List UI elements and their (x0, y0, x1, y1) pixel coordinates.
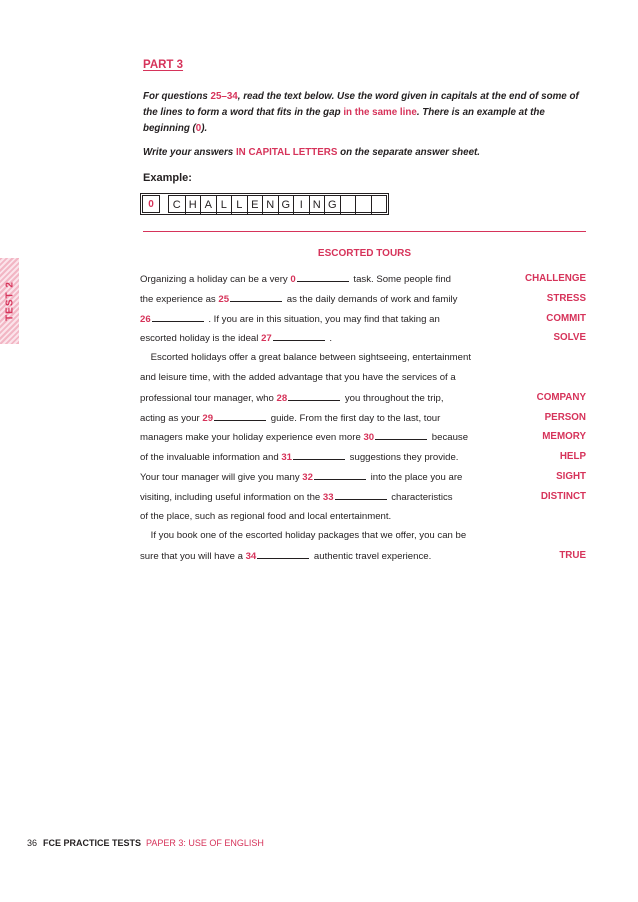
example-letter-cell: G (324, 196, 340, 214)
stem-word: HELP (559, 451, 586, 463)
passage-line (140, 312, 440, 326)
example-letter-cell: L (216, 196, 232, 214)
gap-number: 30 (363, 432, 375, 444)
stem-word: SIGHT (556, 471, 586, 482)
example-letter-cell: I (293, 196, 309, 214)
question-range: 25–34 (210, 91, 238, 102)
line-text: . (326, 333, 333, 345)
gap-number: 32 (302, 472, 313, 483)
line-text: Escorted holidays offer a great balance between sightseeing, entertainment (140, 352, 472, 364)
line-text: professional tour manager, who (140, 392, 277, 404)
page-footer (27, 838, 264, 848)
passage-line (140, 430, 468, 444)
example-letter-cell (340, 196, 356, 214)
example-letter-cell: L (231, 196, 247, 214)
passage-line (140, 351, 471, 365)
line-text: suggestions they provide. (347, 452, 459, 464)
test-side-tab: TEST 2 (0, 258, 19, 344)
instructions-paragraph: For questions 25–34, read the text below. Use the word given in capitals at the end of some of the lines to form a word that fits in the gap in the same line. There is an example at the beginning (0). (143, 91, 579, 134)
passage-line (140, 470, 462, 484)
line-text: managers make your holiday experience even more (140, 432, 364, 444)
passage-title: ESCORTED TOURS (317, 248, 412, 259)
stem-word: COMPANY (536, 391, 586, 403)
passage-line (140, 272, 451, 286)
stem-word: COMMIT (546, 312, 586, 324)
gap-number: 0 (290, 274, 296, 285)
line-text: and leisure time, with the added advantage that you have the services of a (140, 372, 456, 383)
passage-line (140, 371, 456, 385)
line-text: . If you are in this situation, you may find that taking an (205, 313, 440, 325)
gap-blank (314, 470, 366, 480)
line-text: sure that you will have a (140, 551, 246, 563)
gap-number: 31 (281, 452, 293, 464)
line-text: escorted holiday is the ideal (140, 333, 262, 345)
gap-blank (230, 292, 282, 302)
stem-word: PERSON (544, 411, 586, 423)
line-text: of the invaluable information and (140, 452, 282, 464)
line-text: you throughout the trip, (342, 392, 444, 404)
line-text: characteristics (388, 491, 453, 503)
gap-number: 29 (202, 412, 214, 424)
gap-number: 33 (322, 491, 334, 503)
capital-letters-highlight: IN CAPITAL LETTERS (235, 147, 338, 158)
line-text: of the place, such as regional food and local entertainment. (140, 510, 392, 522)
book-title: FCE PRACTICE TESTS (43, 838, 142, 848)
example-letter-cell: A (200, 196, 216, 214)
stem-word: SOLVE (553, 332, 586, 344)
line-text: acting as your (140, 412, 203, 424)
divider (143, 231, 586, 232)
passage-line (140, 490, 453, 504)
gap-blank (214, 411, 266, 421)
stem-word: CHALLENGE (525, 273, 586, 284)
section-title: PAPER 3: USE OF ENGLISH (146, 838, 264, 848)
line-text: Organizing a holiday can be a very (140, 274, 291, 285)
line-text: the experience as (140, 293, 219, 305)
answer-instructions: Write your answers IN CAPITAL LETTERS on the separate answer sheet. (143, 147, 481, 158)
gap-blank (335, 490, 387, 500)
part-title: PART 3 (143, 59, 184, 71)
gap-blank (297, 272, 349, 282)
example-letter-cell (371, 196, 387, 214)
stem-word: STRESS (546, 292, 586, 304)
example-answer-box (140, 193, 389, 215)
passage-line (140, 510, 391, 524)
gap-number: 28 (276, 392, 288, 404)
page-number: 36 (27, 838, 38, 848)
gap-number: 34 (245, 551, 257, 563)
line-text: authentic travel experience. (311, 551, 432, 563)
example-letter-cell: N (309, 196, 325, 214)
gap-blank (152, 312, 204, 322)
gap-blank (257, 549, 309, 559)
gap-blank (293, 450, 345, 460)
example-letter-cell: H (185, 196, 201, 214)
example-letter-cells (168, 195, 387, 213)
passage-line (140, 549, 431, 563)
passage-line (140, 411, 440, 425)
gap-number: 25 (218, 293, 230, 305)
stem-word: DISTINCT (540, 490, 586, 502)
passage-line (140, 331, 332, 345)
gap-blank (288, 391, 340, 401)
passage-line (140, 391, 444, 405)
line-text: task. Some people find (350, 274, 451, 285)
example-letter-cell: E (247, 196, 263, 214)
example-letter-cell (355, 196, 371, 214)
stem-word: TRUE (559, 550, 586, 562)
example-letter-cell: G (278, 196, 294, 214)
line-text: as the daily demands of work and family (284, 293, 458, 305)
gap-number: 27 (261, 333, 272, 345)
example-label: Example: (143, 172, 192, 184)
example-letter-cell: C (172, 199, 181, 211)
gap-blank (273, 331, 325, 341)
example-number: 0 (142, 195, 160, 213)
line-text: into the place you are (367, 472, 463, 483)
stem-word: MEMORY (542, 431, 586, 443)
gap-blank (375, 430, 427, 440)
line-text: because (429, 432, 469, 444)
passage-line (140, 529, 466, 543)
line-text: If you book one of the escorted holiday packages that we offer, you can be (140, 530, 467, 542)
passage-line (140, 450, 458, 464)
line-text: guide. From the first day to the last, tour (268, 412, 441, 424)
line-text: Your tour manager will give you many (140, 472, 303, 483)
same-line-highlight: in the same line (343, 107, 417, 118)
line-text: visiting, including useful information on the (140, 491, 323, 503)
example-letter-cell: N (262, 196, 278, 214)
passage-line (140, 292, 457, 306)
gap-number: 26 (140, 313, 151, 325)
